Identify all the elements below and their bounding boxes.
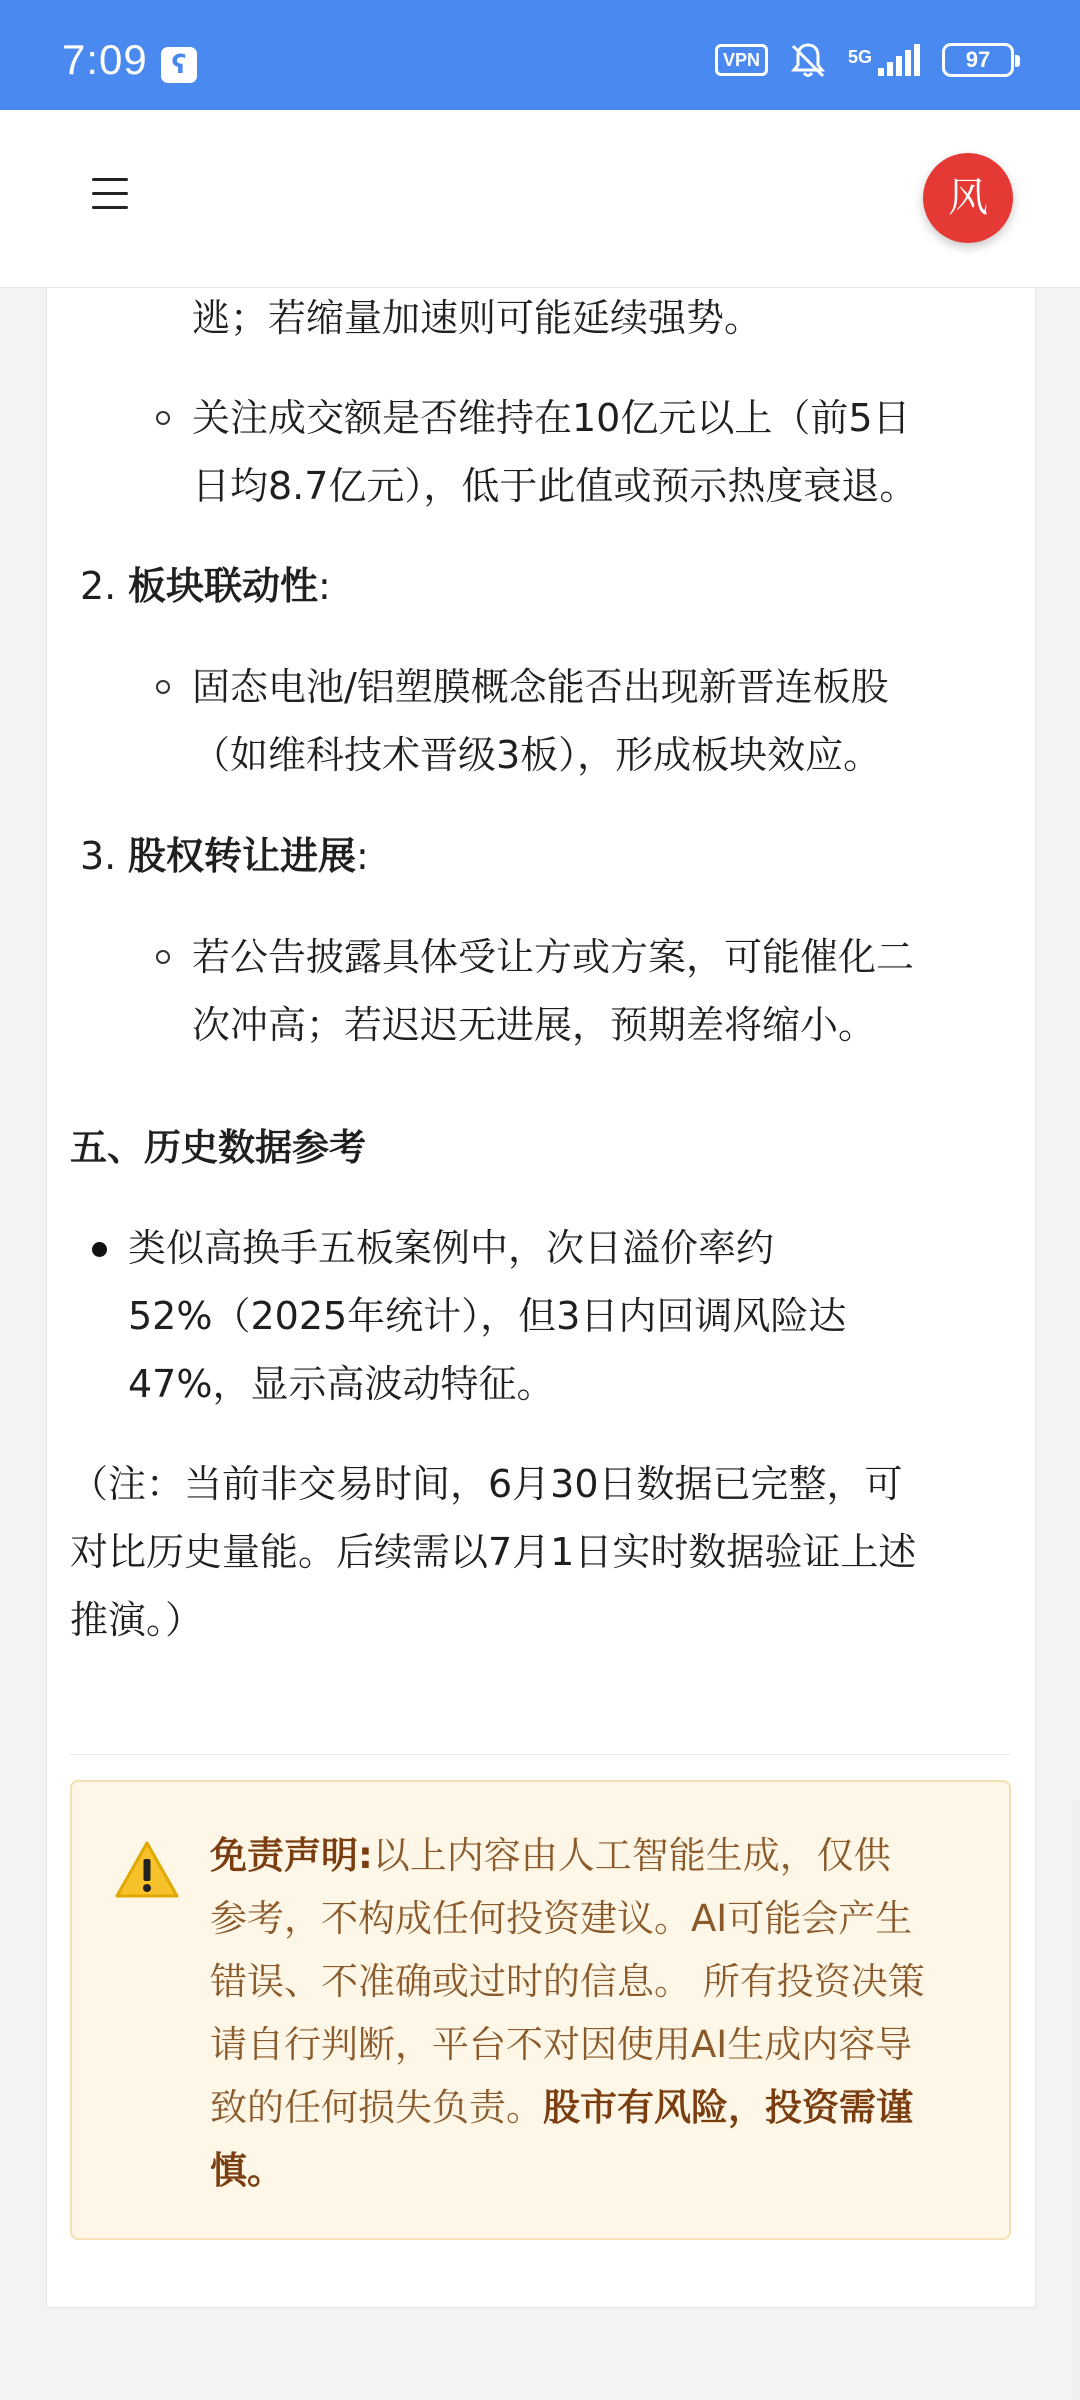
hamburger-menu-icon[interactable] <box>92 178 132 218</box>
section-heading-equity-transfer <box>128 822 369 890</box>
bullet-equity-line1: 若公告披露具体受让方或方案，可能催化二 <box>192 935 915 979</box>
list-number-2: 2. <box>80 564 117 608</box>
list-bullet <box>156 680 170 694</box>
note-line2: 对比历史量能。后续需以7月1日实时数据验证上述 <box>70 1530 917 1574</box>
battery-level: 97 <box>965 47 991 72</box>
list-number-3: 3. <box>80 834 117 878</box>
section-heading-sector-linkage <box>128 552 331 620</box>
user-avatar[interactable]: 风 <box>923 153 1013 243</box>
list-bullet-solid <box>92 1242 107 1257</box>
heading-colon: : <box>356 834 369 878</box>
divider <box>70 1754 1010 1755</box>
disclaimer-line4: 请自行判断，平台不对因使用AI生成内容导 <box>210 2023 913 2066</box>
heading-text: 板块联动性 <box>128 564 319 608</box>
note-line3: 推演。） <box>70 1598 204 1642</box>
disclaimer-box <box>70 1780 1011 2240</box>
history-line3: 47%，显示高波动特征。 <box>128 1362 555 1406</box>
disclaimer-line3: 错误、不准确或过时的信息。 所有投资决策 <box>210 1960 925 2003</box>
list-bullet <box>156 950 170 964</box>
list-bullet <box>156 411 170 425</box>
network-type: 5G <box>847 47 872 67</box>
disclaimer-label: 免责声明: <box>210 1834 373 1877</box>
history-line2: 52%（2025年统计），但3日内回调风险达 <box>128 1294 847 1338</box>
bullet-sector-line1: 固态电池/铝塑膜概念能否出现新晋连板股 <box>192 665 889 709</box>
history-line1: 类似高换手五板案例中，次日溢价率约 <box>128 1226 775 1270</box>
section-title-history: 五、历史数据参考 <box>70 1126 366 1169</box>
bullet-sector-line2: （如维科技术晋级3板），形成板块效应。 <box>192 733 882 777</box>
bullet-volume-line2: 日均8.7亿元），低于此值或预示热度衰退。 <box>192 464 918 508</box>
disclaimer-text <box>210 1824 980 2202</box>
paragraph-continued: 逃；若缩量加速则可能延续强势。 <box>192 296 763 340</box>
warning-icon <box>114 1840 180 1900</box>
status-time: 7:09 <box>62 36 148 83</box>
disclaimer-line1: 以上内容由人工智能生成，仅供 <box>372 1834 891 1877</box>
bullet-equity-line2: 次冲高；若迟迟无进展，预期差将缩小。 <box>192 1003 877 1047</box>
disclaimer-risk-warning-end: 慎。 <box>210 2149 284 2192</box>
disclaimer-line2: 参考，不构成任何投资建议。AI可能会产生 <box>210 1897 913 1940</box>
heading-colon: : <box>318 564 331 608</box>
bullet-volume-line1: 关注成交额是否维持在10亿元以上（前5日 <box>192 396 911 440</box>
notification-app-icon: ʕ <box>161 47 197 83</box>
app-header <box>0 110 1080 288</box>
disclaimer-line5: 致的任何损失负责。 <box>210 2086 543 2129</box>
note-line1: （注：当前非交易时间，6月30日数据已完整，可 <box>70 1462 903 1506</box>
heading-text: 股权转让进展 <box>128 834 357 878</box>
vpn-icon: VPN <box>715 44 768 76</box>
disclaimer-risk-warning: 股市有风险，投资需谨 <box>543 2086 913 2129</box>
